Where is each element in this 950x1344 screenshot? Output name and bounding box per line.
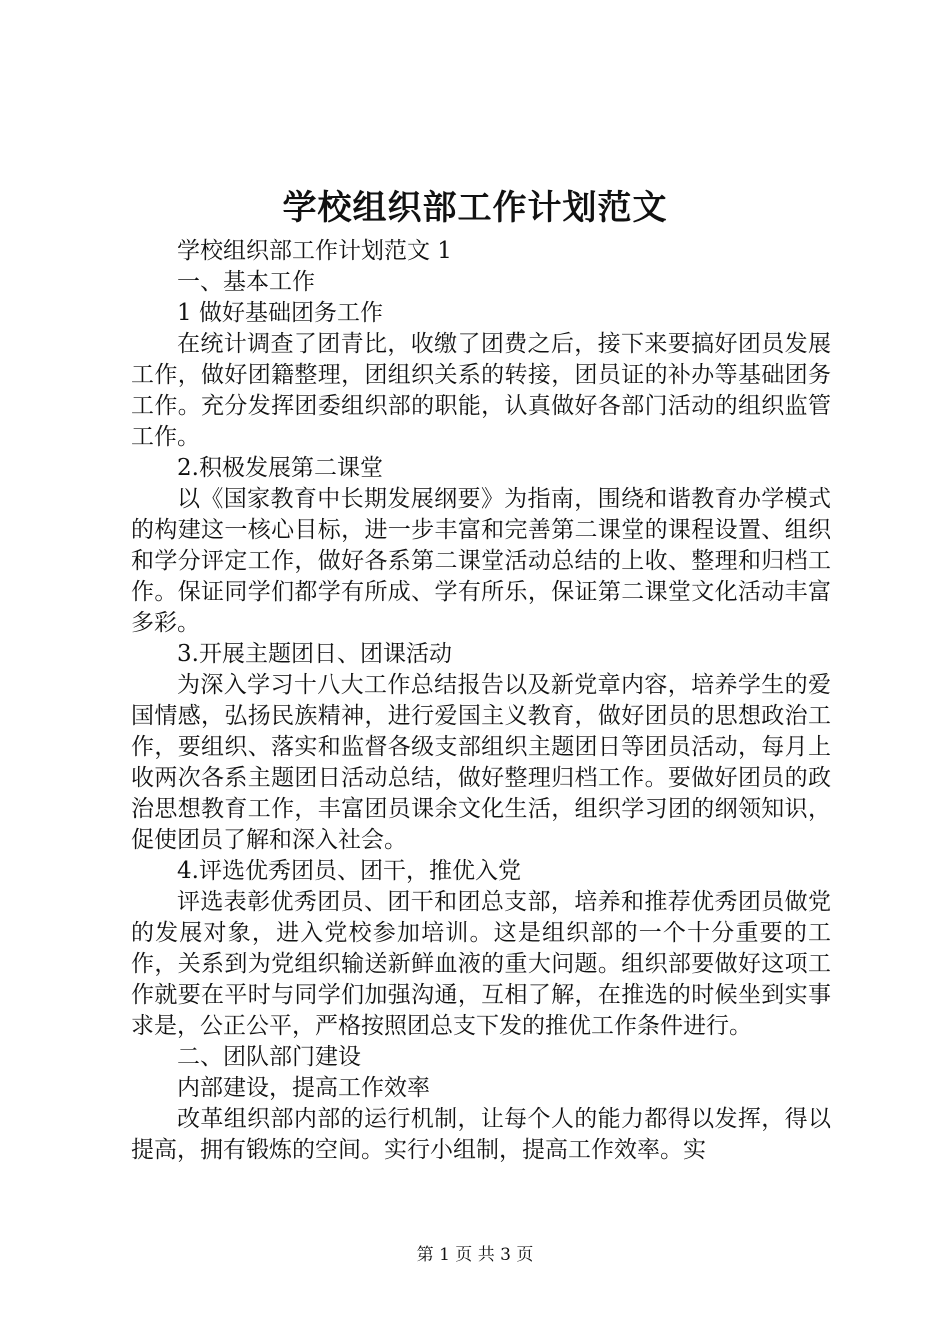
- document-body: [131, 236, 831, 1166]
- page-footer: 第 1 页 共 3 页: [416, 1245, 534, 1265]
- section-heading: 二、团队部门建设: [177, 1044, 361, 1070]
- body-paragraph: 为深入学习十八大工作总结报告以及新党章内容，培养学生的爱国情感，弘扬民族精神，进行爱国主义教育，做好团员的思想政治工作，要组织、落实和监督各级支部组织主题团日等团员活动，每月上收两次各系主题团日活动总结，做好整理归档工作。要做好团员的政治思想教育工作，丰富团员课余文化生活，组织学习团的纲领知识，促使团员了解和深入社会。: [131, 672, 831, 853]
- body-paragraph: 以《国家教育中长期发展纲要》为指南，围绕和谐教育办学模式的构建这一核心目标，进一步丰富和完善第二课堂的课程设置、组织和学分评定工作，做好各系第二课堂活动总结的上收、整理和归档工作。保证同学们都学有所成、学有所乐，保证第二课堂文化活动丰富多彩。: [131, 486, 831, 636]
- section-heading: 内部建设，提高工作效率: [177, 1075, 430, 1101]
- document-title: 学校组织部工作计划范文: [282, 188, 668, 228]
- body-paragraph: 评选表彰优秀团员、团干和团总支部，培养和推荐优秀团员做党的发展对象，进入党校参加培训。这是组织部的一个十分重要的工作，关系到为党组织输送新鲜血液的重大问题。组织部要做好这项工作就要在平时与同学们加强沟通，互相了解，在推选的时候坐到实事求是，公正公平，严格按照团总支下发的推优工作条件进行。: [131, 889, 831, 1039]
- section-heading: 一、基本工作: [177, 269, 315, 295]
- section-heading: 学校组织部工作计划范文 1: [177, 238, 452, 264]
- body-paragraph: 在统计调查了团青比，收缴了团费之后，接下来要搞好团员发展工作，做好团籍整理，团组织关系的转接，团员证的补办等基础团务工作。充分发挥团委组织部的职能，认真做好各部门活动的组织监管工作。: [131, 331, 831, 450]
- section-heading: 1 做好基础团务工作: [177, 300, 383, 326]
- section-heading: 2.积极发展第二课堂: [177, 455, 383, 481]
- section-heading: 3.开展主题团日、团课活动: [177, 641, 452, 667]
- body-paragraph: 改革组织部内部的运行机制，让每个人的能力都得以发挥，得以提高，拥有锻炼的空间。实行小组制，提高工作效率。实: [131, 1106, 831, 1163]
- section-heading: 4.评选优秀团员、团干，推优入党: [177, 858, 521, 884]
